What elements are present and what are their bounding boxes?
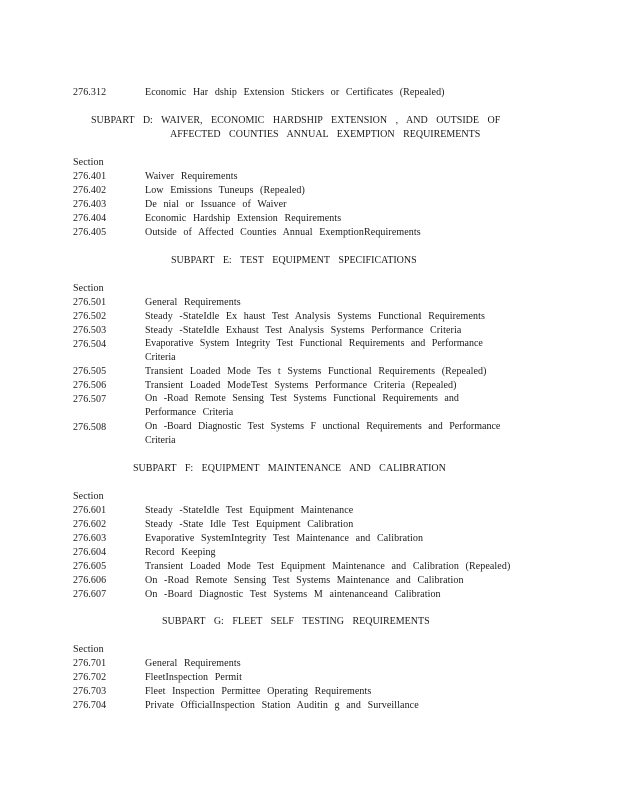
section-title: On -Board Diagnostic Test Systems F unctional Requirements and Performance Criteria: [145, 421, 501, 446]
section-label-g: Section: [73, 644, 104, 655]
section-number: 276.504: [73, 339, 107, 350]
section-title: Economic Har dship Extension Stickers or Certificates (Repealed): [145, 87, 445, 98]
section-title: General Requirements: [145, 297, 241, 308]
section-number: 276.507: [73, 394, 107, 405]
section-number: 276.603: [73, 533, 107, 544]
section-title: Fleet Inspection Permittee Operating Requirements: [145, 686, 372, 697]
section-number: 276.605: [73, 561, 107, 572]
subpart-d-heading-line1: SUBPART D: WAIVER, ECONOMIC HARDSHIP EXTENSION , AND OUTSIDE OF: [91, 115, 501, 126]
section-title: Steady -StateIdle Test Equipment Maintenance: [145, 505, 354, 516]
section-title: Evaporative System Integrity Test Functional Requirements and Performance Criteria: [145, 338, 483, 363]
section-title: On -Board Diagnostic Test Systems M aintenanceand Calibration: [145, 589, 441, 600]
section-number: 276.602: [73, 519, 107, 530]
section-number: 276.405: [73, 227, 107, 238]
section-number: 276.505: [73, 366, 107, 377]
section-number: 276.404: [73, 213, 107, 224]
section-number: 276.506: [73, 380, 107, 391]
section-number: 276.508: [73, 422, 107, 433]
subpart-f-heading: SUBPART F: EQUIPMENT MAINTENANCE AND CALIBRATION: [133, 463, 446, 474]
section-number: 276.401: [73, 171, 107, 182]
section-title: Transient Loaded Mode Test Equipment Maintenance and Calibration (Repealed): [145, 561, 511, 572]
section-title: Transient Loaded ModeTest Systems Performance Criteria (Repealed): [145, 380, 457, 391]
section-number: 276.606: [73, 575, 107, 586]
section-title: On -Road Remote Sensing Test Systems Functional Requirements and Performance Criteria: [145, 393, 459, 418]
section-title: Outside of Affected Counties Annual ExemptionRequirements: [145, 227, 421, 238]
section-number: 276.701: [73, 658, 107, 669]
section-title: FleetInspection Permit: [145, 672, 243, 683]
section-number: 276.403: [73, 199, 107, 210]
section-title: Record Keeping: [145, 547, 216, 558]
section-title: General Requirements: [145, 658, 241, 669]
section-title: Transient Loaded Mode Tes t Systems Functional Requirements (Repealed): [145, 366, 487, 377]
section-number: 276.702: [73, 672, 107, 683]
section-number: 276.501: [73, 297, 107, 308]
section-number: 276.402: [73, 185, 107, 196]
subpart-d-heading-line2: AFFECTED COUNTIES ANNUAL EXEMPTION REQUIREMENTS: [170, 129, 481, 140]
section-number: 276.703: [73, 686, 107, 697]
section-number: 276.601: [73, 505, 107, 516]
section-number: 276.704: [73, 700, 107, 711]
subpart-g-heading: SUBPART G: FLEET SELF TESTING REQUIREMENTS: [162, 616, 430, 627]
section-number: 276.502: [73, 311, 107, 322]
subpart-d-heading: [91, 114, 521, 128]
section-number: 276.503: [73, 325, 107, 336]
section-label-d: Section: [73, 157, 104, 168]
section-title: Waiver Requirements: [145, 171, 238, 182]
section-title: On -Road Remote Sensing Test Systems Maintenance and Calibration: [145, 575, 464, 586]
subpart-d-heading-cont: [170, 128, 510, 142]
section-title: De nial or Issuance of Waiver: [145, 199, 287, 210]
section-title: Steady -StateIdle Ex haust Test Analysis Systems Functional Requirements: [145, 311, 485, 322]
section-title: Evaporative SystemIntegrity Test Maintenance and Calibration: [145, 533, 424, 544]
section-number: 276.604: [73, 547, 107, 558]
section-title: Steady -State Idle Test Equipment Calibration: [145, 519, 354, 530]
section-label-f: Section: [73, 491, 104, 502]
section-label-e: Section: [73, 283, 104, 294]
section-title: Private OfficialInspection Station Auditin g and Surveillance: [145, 700, 419, 711]
section-number: 276.312: [73, 87, 107, 98]
section-title: Steady -StateIdle Exhaust Test Analysis Systems Performance Criteria: [145, 325, 462, 336]
section-title: Low Emissions Tuneups (Repealed): [145, 185, 305, 196]
subpart-e-heading: SUBPART E: TEST EQUIPMENT SPECIFICATIONS: [171, 255, 417, 266]
section-title: Economic Hardship Extension Requirements: [145, 213, 342, 224]
section-number: 276.607: [73, 589, 107, 600]
